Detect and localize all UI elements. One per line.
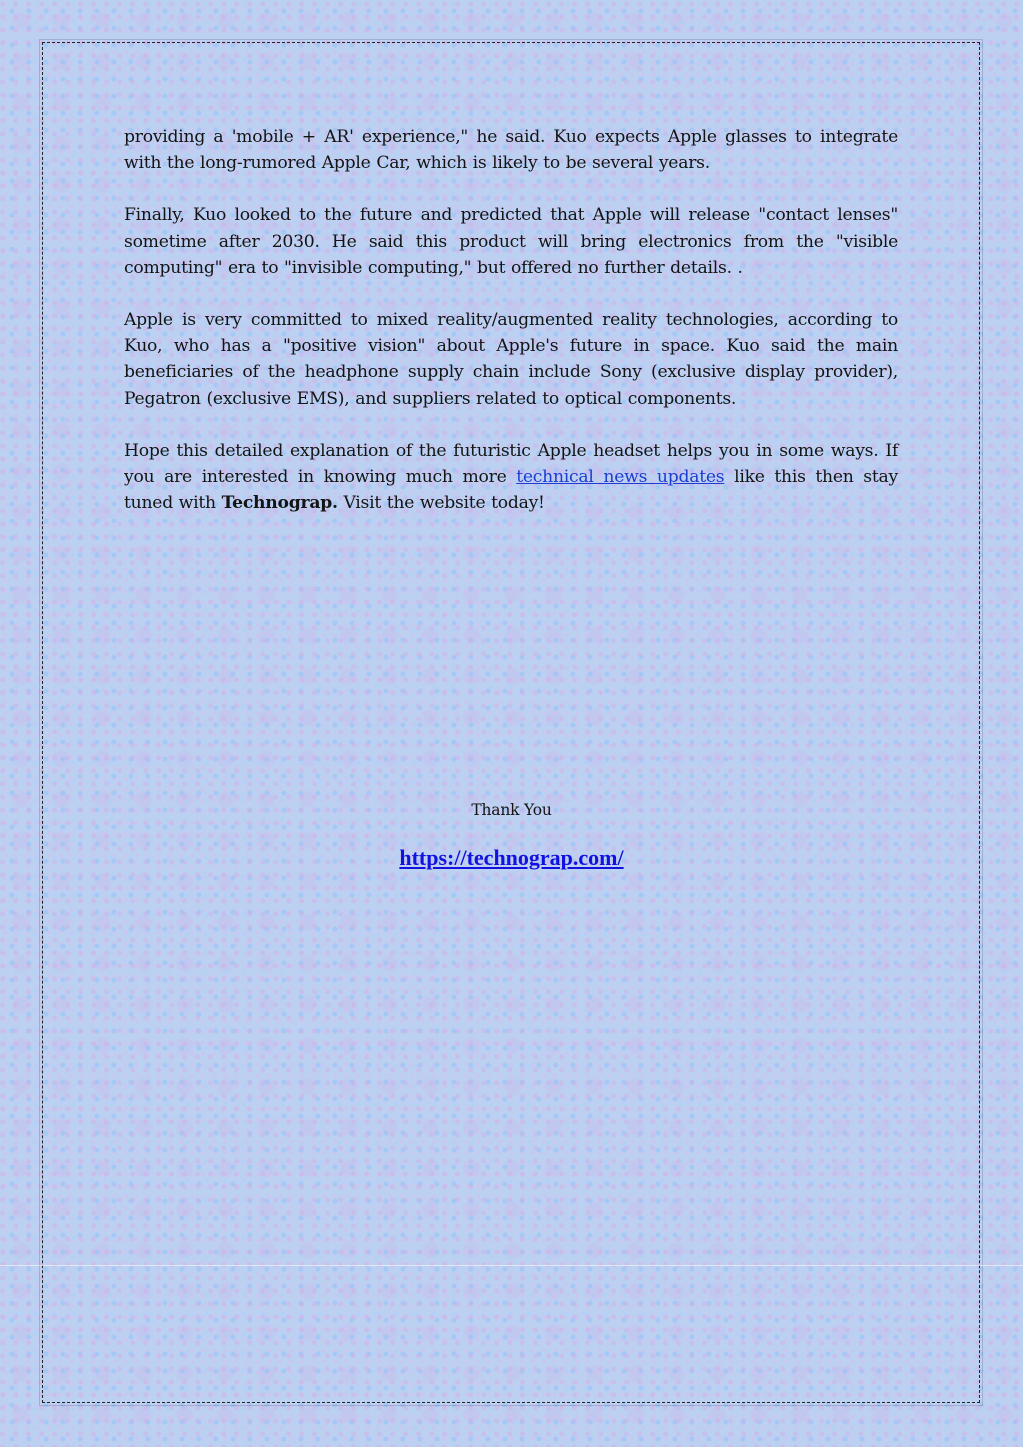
closing-text-middle: like this then stay tuned with [124,467,898,514]
closing-text-end: Visit the website today! [337,493,545,514]
brand-name: Technograp. [221,493,338,514]
technical-news-updates-link[interactable]: technical news updates [516,467,725,488]
thank-you-text: Thank You [471,801,552,819]
paragraph-closing [124,438,898,517]
paragraph-supply-chain: Apple is very committed to mixed reality/augmented reality technologies, according to Kuo, who has a "positive vision" about Apple's future in space. Kuo said the main beneficiaries of the headphone supply chain include Sony (exclusive display provider), Pegatron (exclusive EMS), and suppliers related to optical components. [124,310,898,409]
footer-divider [0,1265,1023,1266]
website-link[interactable]: https://technograp.com/ [399,845,624,870]
closing-text-intro: Hope this detailed explanation of the futuristic Apple headset helps you in some ways. If you are interested in knowing much more [124,440,898,488]
website-link-wrapper [0,843,1023,873]
article-body [124,124,898,542]
paragraph-contact-lenses: Finally, Kuo looked to the future and predicted that Apple will release "contact lenses" sometime after 2030. He said this product will bring electronics from the "visible computing" era to "invisible computing," but offered no further details. . [124,205,898,278]
paragraph-mobile-ar: providing a 'mobile + AR' experience," he said. Kuo expects Apple glasses to integrate with the long-rumored Apple Car, which is likely to be several years. [124,127,898,174]
